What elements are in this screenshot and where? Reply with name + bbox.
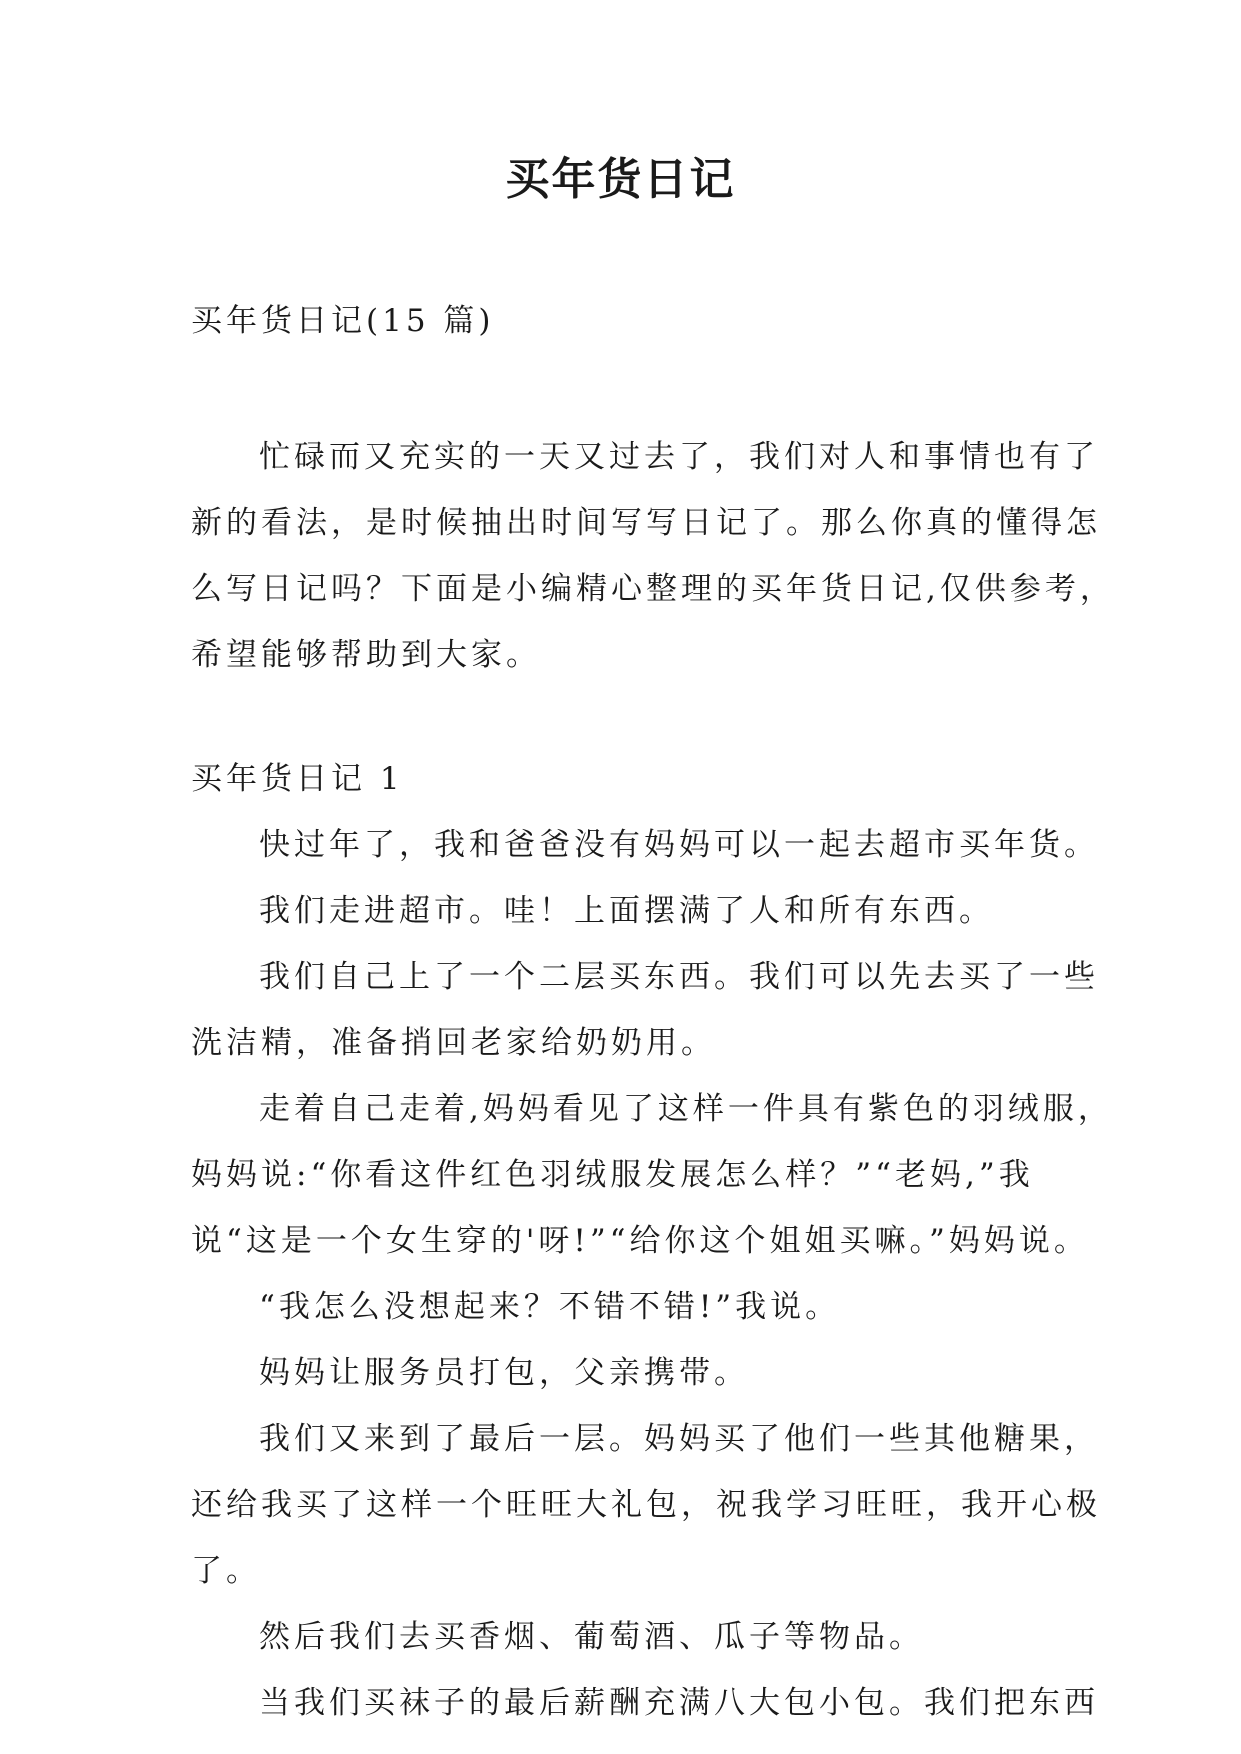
diary-line: “我怎么没想起来？不错不错!”我说。 [259, 1289, 841, 1325]
diary-line: 然后我们去买香烟、葡萄酒、瓜子等物品。 [259, 1619, 924, 1655]
diary-line: 妈妈说:“你看这件红色羽绒服发展怎么样？”“老妈,”我 [191, 1157, 1034, 1193]
subtitle: 买年货日记(15 篇) [191, 303, 495, 339]
diary-line: 我们走进超市。哇！上面摆满了人和所有东西。 [259, 893, 994, 929]
intro-line: 新的看法，是时候抽出时间写写日记了。那么你真的懂得怎 [191, 505, 1101, 541]
diary-entry [191, 812, 1113, 1736]
diary-line: 了。 [191, 1553, 261, 1589]
diary-line: 洗洁精，准备捎回老家给奶奶用。 [191, 1025, 716, 1061]
intro-paragraph [191, 424, 1115, 688]
diary-line: 我们自己上了一个二层买东西。我们可以先去买了一些 [259, 959, 1099, 995]
document-title: 买年货日记 [505, 154, 736, 205]
section-heading: 买年货日记 1 [191, 761, 404, 797]
diary-line: 妈妈让服务员打包，父亲携带。 [259, 1355, 749, 1391]
spacer [191, 354, 1051, 424]
diary-line: 还给我买了这样一个旺旺大礼包，祝我学习旺旺，我开心极 [191, 1487, 1101, 1523]
document-body [191, 288, 1115, 1736]
intro-line: 么写日记吗？下面是小编精心整理的买年货日记,仅供参考， [191, 571, 1115, 607]
intro-line: 希望能够帮助到大家。 [191, 637, 541, 673]
diary-line: 快过年了，我和爸爸没有妈妈可以一起去超市买年货。 [259, 827, 1099, 863]
spacer [191, 688, 1051, 746]
diary-line: 当我们买袜子的最后薪酬充满八大包小包。我们把东西 [259, 1685, 1099, 1721]
diary-line: 我们又来到了最后一层。妈妈买了他们一些其他糖果， [259, 1421, 1099, 1457]
intro-line: 忙碌而又充实的一天又过去了，我们对人和事情也有了 [259, 439, 1099, 475]
diary-line: 说“这是一个女生穿的'呀!”“给你这个姐姐买嘛。”妈妈说。 [191, 1223, 1089, 1259]
diary-line: 走着自己走着,妈妈看见了这样一件具有紫色的羽绒服， [259, 1091, 1113, 1127]
